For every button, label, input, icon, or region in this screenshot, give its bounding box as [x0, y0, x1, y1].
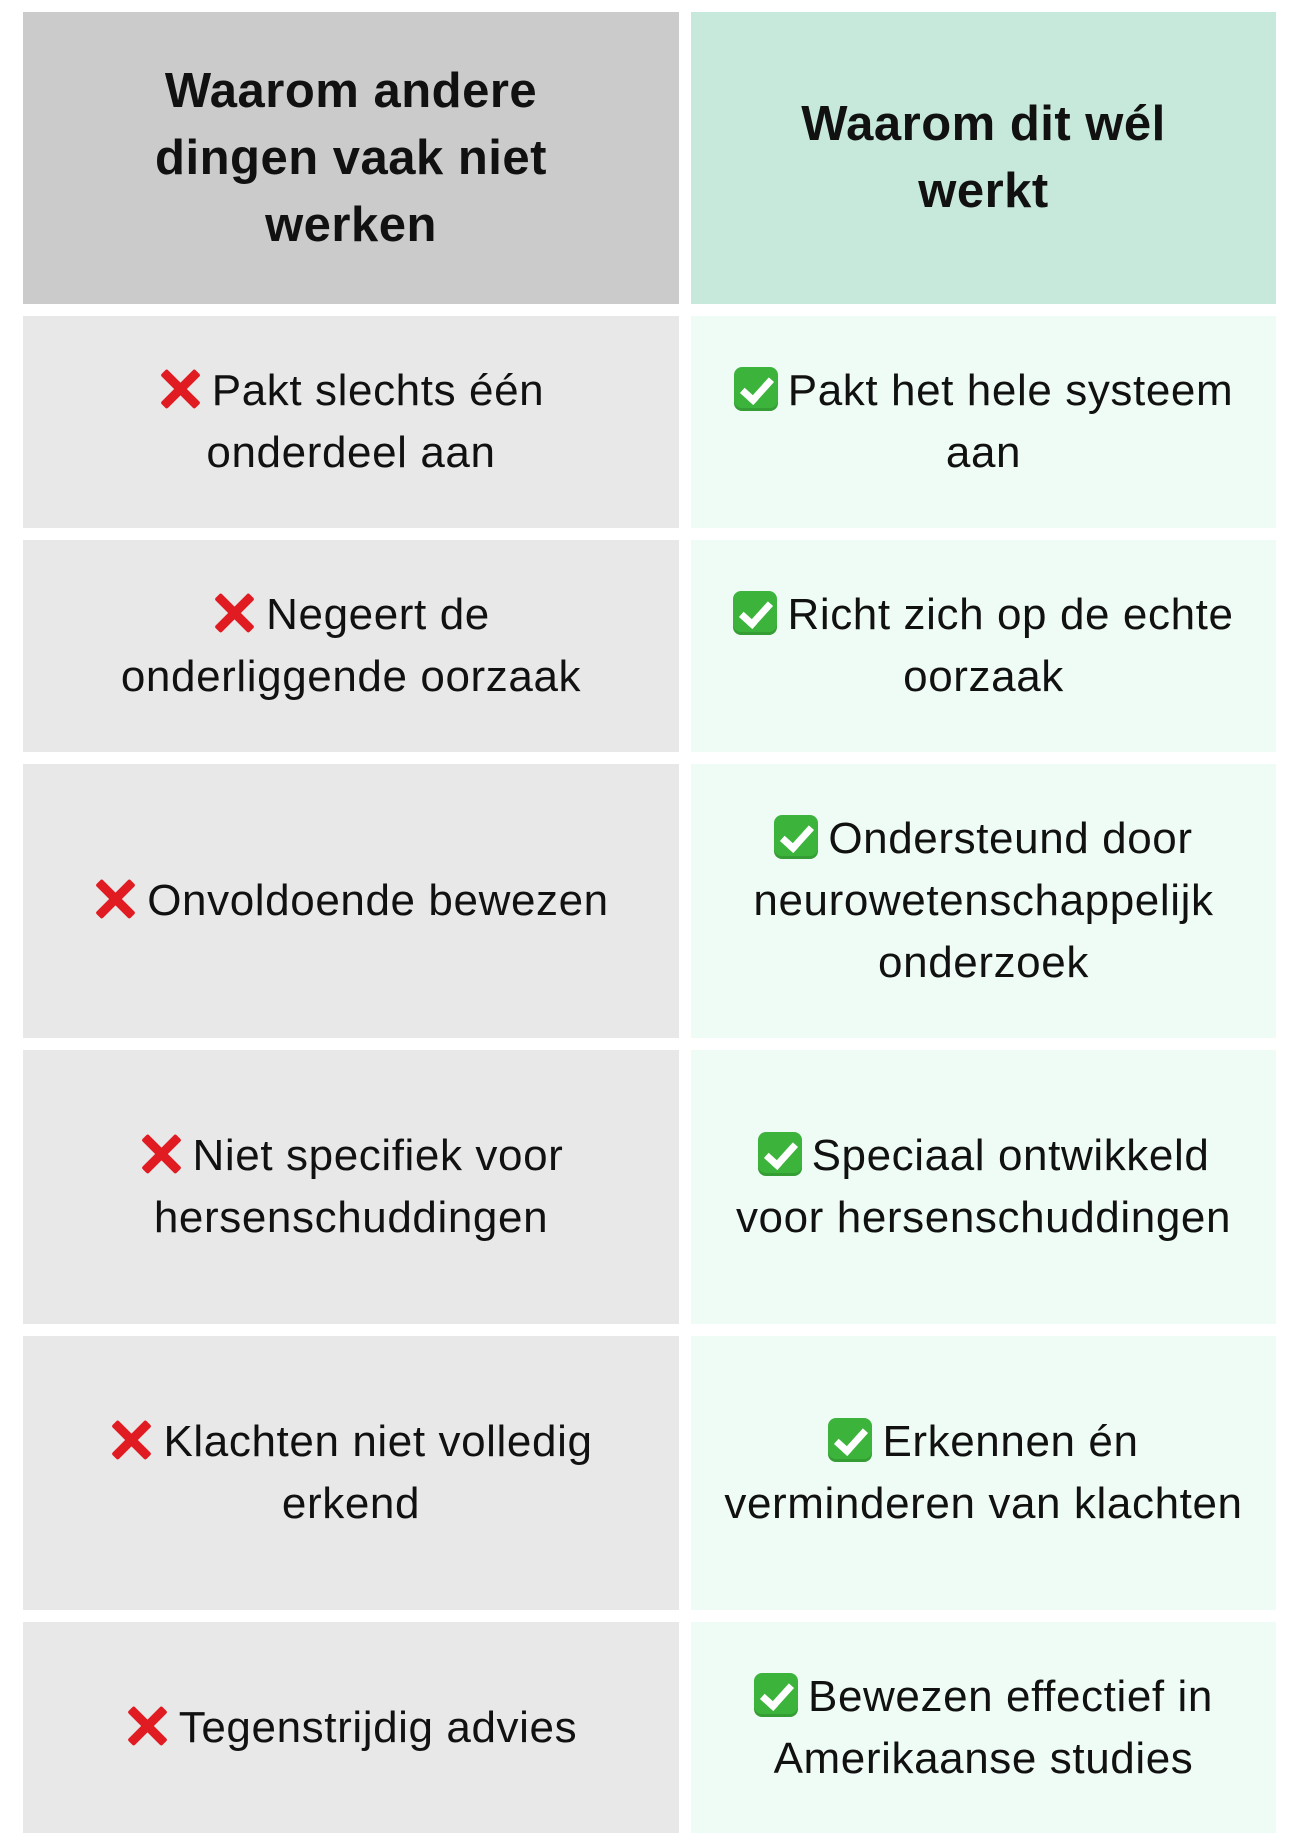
row-5-right-text: Erkennen én verminderen van klachten: [724, 1417, 1243, 1528]
row-6-right-text: Bewezen effectief in Amerikaanse studies: [773, 1671, 1213, 1783]
cross-mark-icon: [212, 591, 256, 635]
check-mark-icon: [828, 1418, 872, 1462]
check-mark-icon: [733, 591, 777, 635]
cross-mark-icon: [93, 877, 137, 921]
comparison-table: [23, 12, 1276, 1833]
cross-mark-icon: [125, 1704, 169, 1748]
row-1-right-text: Pakt het hele systeem aan: [787, 366, 1234, 477]
row-6-left-text: Tegenstrijdig advies: [178, 1702, 578, 1752]
row-5-left-cell: [23, 1336, 679, 1610]
row-1-left-cell: [23, 316, 679, 528]
check-mark-icon: [758, 1132, 802, 1176]
row-3-left-text: Onvoldoende bewezen: [147, 876, 609, 925]
cross-mark-icon: [139, 1132, 183, 1176]
header-left-title: Waarom andere dingen vaak niet werken: [155, 63, 547, 252]
header-right-title: Waarom dit wél werkt: [801, 97, 1166, 218]
row-4-right-text: Speciaal ontwikkeld voor hersenschuddingen: [735, 1131, 1232, 1242]
row-4-left-text: Niet specifiek voor hersenschuddingen: [153, 1131, 564, 1242]
check-mark-icon: [774, 815, 818, 859]
row-2-left-cell: [23, 540, 679, 752]
check-mark-icon: [734, 367, 778, 411]
row-1-left-text: Pakt slechts één onderdeel aan: [206, 366, 545, 477]
row-3-left-cell: [23, 764, 679, 1038]
row-3-right-cell: [691, 764, 1276, 1038]
row-3-right-text: Ondersteund door neurowetenschappelijk onderzoek: [753, 814, 1214, 987]
row-2-right-text: Richt zich op de echte oorzaak: [787, 590, 1234, 701]
cross-mark-icon: [158, 367, 202, 411]
header-cell-left: [23, 12, 679, 304]
row-2-left-text: Negeert de onderliggende oorzaak: [120, 590, 582, 701]
row-4-right-cell: [691, 1050, 1276, 1324]
row-5-right-cell: [691, 1336, 1276, 1610]
row-6-left-cell: [23, 1622, 679, 1833]
row-2-right-cell: [691, 540, 1276, 752]
row-4-left-cell: [23, 1050, 679, 1324]
row-1-right-cell: [691, 316, 1276, 528]
cross-mark-icon: [109, 1418, 153, 1462]
row-6-right-cell: [691, 1622, 1276, 1833]
header-cell-right: [691, 12, 1276, 304]
check-mark-icon: [754, 1673, 798, 1717]
row-5-left-text: Klachten niet volledig erkend: [163, 1417, 593, 1528]
